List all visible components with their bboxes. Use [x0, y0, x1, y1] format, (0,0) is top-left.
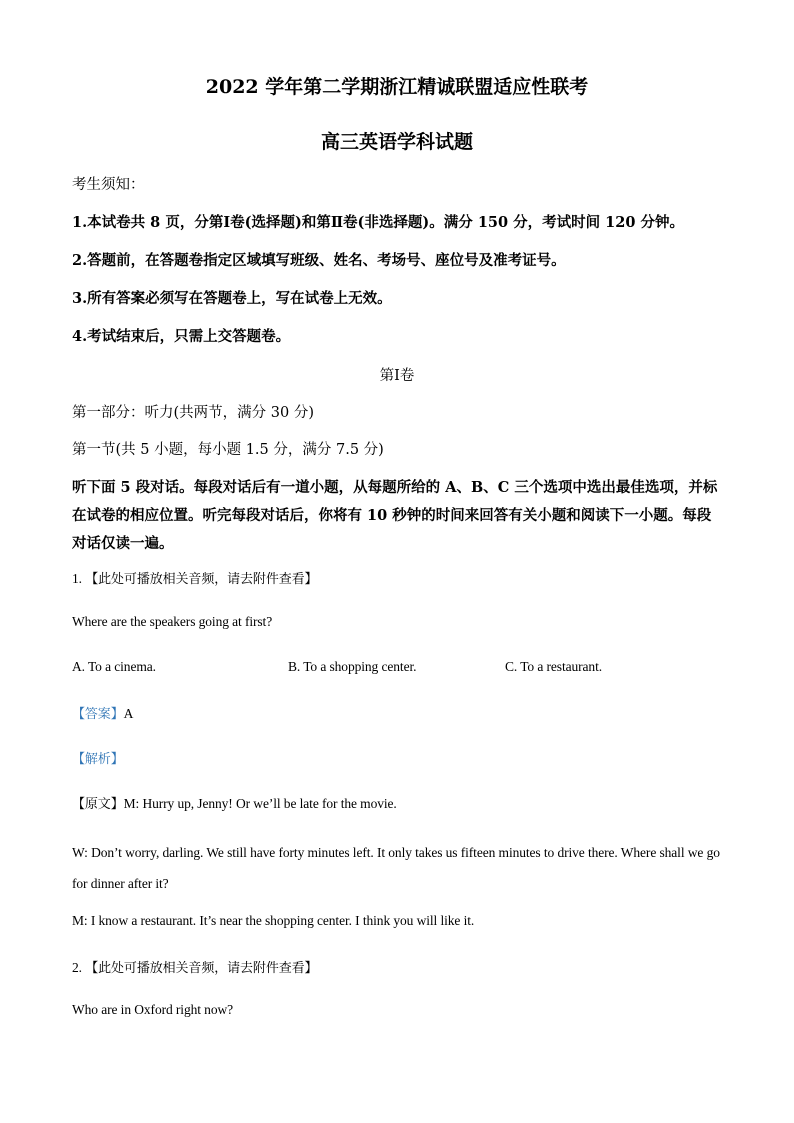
transcript-line-2: W: Don’t worry, darling. We still have forty minutes left. It only takes us fifteen minutes to drive there. Where shall we go for dinner after it? [72, 845, 720, 891]
q1-header [72, 568, 317, 587]
notice-item-1: 1.本试卷共 8 页，分第Ⅰ卷(选择题)和第Ⅱ卷(非选择题)。满分 150 分，考试时间 120 分钟。 [72, 214, 684, 231]
volume-heading: 第Ⅰ卷 [379, 368, 415, 384]
exam-title: 2022 学年第二学期浙江精诚联盟适应性联考 [205, 76, 589, 98]
original-label: 【原文】 [72, 797, 124, 812]
q1-question: Where are the speakers going at first? [72, 614, 273, 629]
analysis-label: 【解析】 [72, 752, 124, 767]
q1-audio-note[interactable]: 【此处可播放相关音频，请去附件查看】 [85, 572, 318, 587]
notice-item-4: 4.考试结束后，只需上交答题卷。 [72, 328, 291, 345]
transcript-line-3: M: I know a restaurant. It’s near the shopping center. I think you will like it. [72, 913, 475, 928]
transcript-text-1: M: Hurry up, Jenny! Or we’ll be late for the movie. [123, 796, 397, 811]
q1-option-a: A. To a cinema. [72, 659, 156, 674]
q1-answer [72, 703, 133, 722]
q2-question: Who are in Oxford right now? [72, 1002, 234, 1017]
q2-header [72, 957, 317, 976]
part1-heading: 第一部分：听力(共两节，满分 30 分) [72, 405, 314, 421]
q2-number: 2. [72, 960, 82, 975]
listening-instructions: 听下面 5 段对话。每段对话后有一道小题，从每题所给的 A、B、C 三个选项中选出最佳选项，并标在试卷的相应位置。听完每段对话后，你将有 10 秒钟的时间来回答有关小题和阅读下一小题。每段对话仅读一遍。 [72, 479, 718, 552]
transcript-line-1 [72, 793, 397, 812]
q2-audio-note[interactable]: 【此处可播放相关音频，请去附件查看】 [85, 961, 318, 976]
q1-option-b: B. To a shopping center. [288, 659, 417, 674]
exam-subtitle: 高三英语学科试题 [320, 131, 473, 153]
notice-item-3: 3.所有答案必须写在答题卷上，写在试卷上无效。 [72, 290, 392, 307]
answer-value: A [123, 706, 134, 721]
q1-number: 1. [72, 571, 82, 586]
notice-item-2: 2.答题前，在答题卷指定区域填写班级、姓名、考场号、座位号及准考证号。 [72, 252, 566, 269]
notice-heading: 考生须知： [72, 177, 145, 193]
section1-heading: 第一节(共 5 小题，每小题 1.5 分，满分 7.5 分) [72, 442, 384, 458]
answer-label: 【答案】 [72, 707, 124, 722]
q1-option-c: C. To a restaurant. [505, 659, 603, 674]
